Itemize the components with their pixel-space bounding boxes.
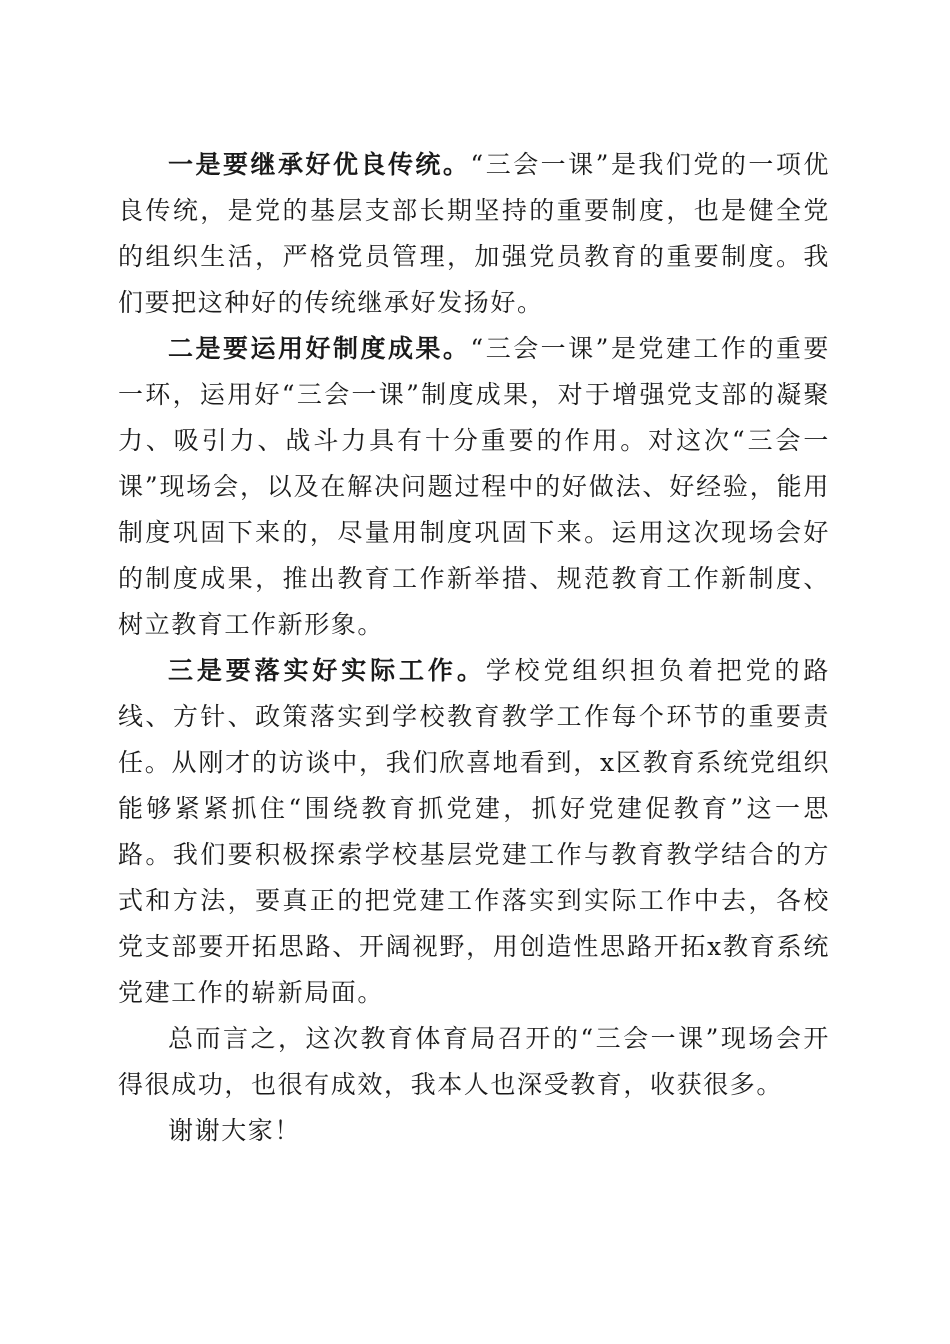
paragraph-lead: 一是要继承好优良传统。 xyxy=(168,150,471,179)
paragraph-text: 学校党组织担负着把党的路线、方针、政策落实到学校教育教学工作每个环节的重要责任。从刚才的访谈中，我们欣喜地看到，x区教育系统党组织能够紧紧抓住“围绕教育抓党建，抓好党建促教育”这一思路。我们要积极探索学校基层党建工作与教育教学结合的方式和方法，要真正的把党建工作落实到实际工作中去，各校党支部要开拓思路、开阔视野，用创造性思路开拓x教育系统党建工作的崭新局面。 xyxy=(118,656,830,1007)
paragraph-text: 总而言之，这次教育体育局召开的“三会一课”现场会开得很成功，也很有成效，我本人也深受教育，收获很多。 xyxy=(118,1024,830,1099)
paragraph-text: “三会一课”是党建工作的重要一环，运用好“三会一课”制度成果，对于增强党支部的凝聚力、吸引力、战斗力具有十分重要的作用。对这次“三会一课”现场会，以及在解决问题过程中的好做法、好经验，能用制度巩固下来的，尽量用制度巩固下来。运用这次现场会好的制度成果，推出教育工作新举措、规范教育工作新制度、树立教育工作新形象。 xyxy=(118,334,830,639)
document-body xyxy=(118,142,830,1154)
paragraph-implement-work xyxy=(118,648,830,1016)
paragraph-closing xyxy=(118,1108,830,1154)
paragraph-lead: 二是要运用好制度成果。 xyxy=(168,334,471,363)
paragraph-lead: 三是要落实好实际工作。 xyxy=(168,656,486,685)
paragraph-text: “三会一课”是我们党的一项优良传统，是党的基层支部长期坚持的重要制度，也是健全党的组织生活，严格党员管理，加强党员教育的重要制度。我们要把这种好的传统继承好发扬好。 xyxy=(118,150,830,317)
paragraph-use-system-results xyxy=(118,326,830,648)
paragraph-text: 谢谢大家！ xyxy=(168,1116,302,1145)
paragraph-summary xyxy=(118,1016,830,1108)
paragraph-inherit-tradition xyxy=(118,142,830,326)
